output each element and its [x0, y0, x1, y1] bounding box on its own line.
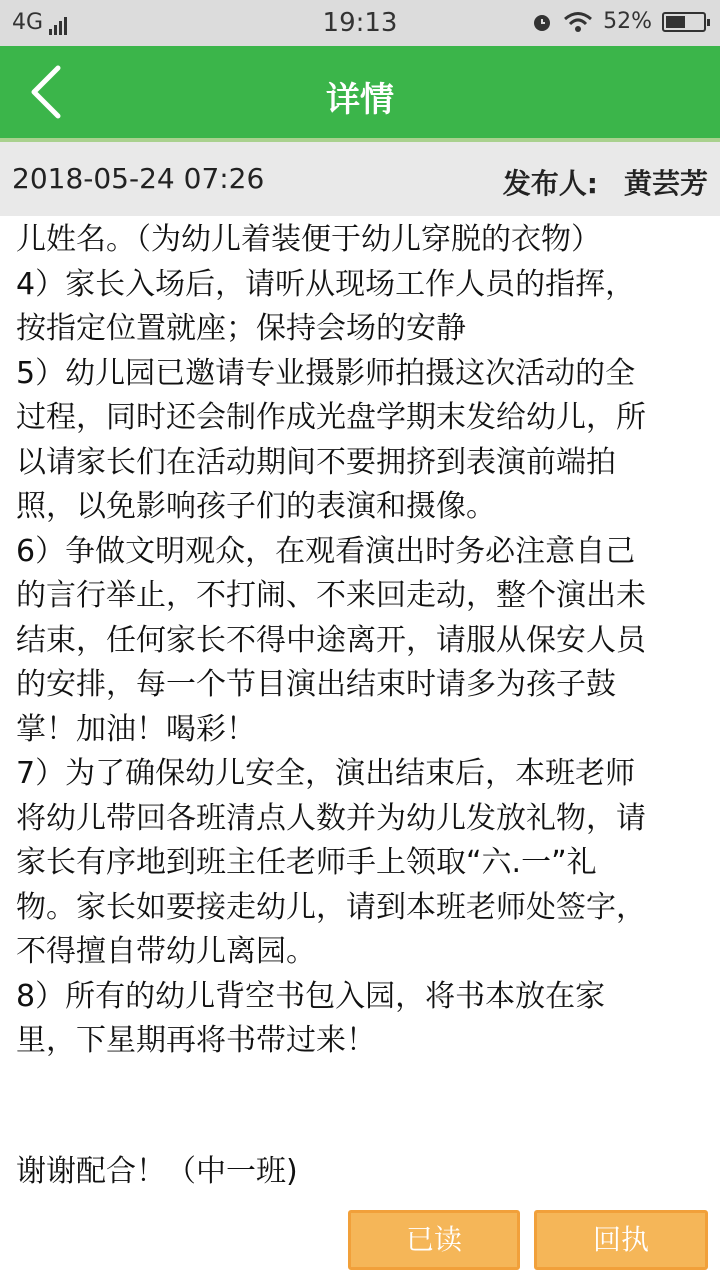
content-line: 将幼儿带回各班清点人数并为幼儿发放礼物，请: [16, 800, 646, 836]
content-line: 过程，同时还会制作成光盘学期末发给幼儿，所: [16, 400, 646, 435]
content-line: 5）幼儿园已邀请专业摄影师拍摄这次活动的全: [16, 355, 636, 391]
content-line: 的言行举止，不打闹、不来回走动，整个演出未: [16, 578, 646, 613]
publisher-name: 黄芸芳: [623, 167, 708, 200]
page-title: 详情: [326, 80, 394, 120]
post-meta: [0, 142, 720, 216]
post-date: 2018-05-24 07:26: [12, 162, 265, 195]
content-line: 结束，任何家长不得中途离开，请服从保安人员: [16, 622, 646, 658]
status-bar: [0, 0, 720, 46]
publisher-label: 发布人:: [502, 167, 598, 200]
content-line: 不得擅自带幼儿离园。: [16, 934, 316, 969]
read-button[interactable]: 已读: [348, 1210, 520, 1270]
battery-icon: [662, 12, 706, 32]
content-line: 7）为了确保幼儿安全，演出结束后，本班老师: [16, 756, 636, 791]
status-time: 19:13: [322, 8, 398, 38]
content-line: 照，以免影响孩子们的表演和摄像。: [16, 489, 496, 524]
content-line: 按指定位置就座；保持会场的安静: [16, 311, 466, 346]
content-line: 8）所有的幼儿背空书包入园，将书本放在家: [16, 978, 606, 1014]
wifi-icon: [563, 11, 593, 33]
content-line: 家长有序地到班主任老师手上领取“六.一”礼: [16, 845, 597, 880]
content-line: 4）家长入场后，请听从现场工作人员的指挥，: [16, 266, 636, 302]
publisher: [503, 162, 708, 202]
content-line: 里，下星期再将书带过来！: [16, 1023, 376, 1058]
content-line: 掌！加油！喝彩！: [16, 711, 256, 747]
content-line: 物。家长如要接走幼儿，请到本班老师处签字，: [16, 889, 646, 925]
content-line: 以请家长们在活动期间不要拥挤到表演前端拍: [16, 444, 616, 480]
content-line: 的安排，每一个节目演出结束时请多为孩子鼓: [16, 667, 616, 702]
thanks-note: 谢谢配合！（中一班): [16, 1154, 298, 1189]
status-icons: [531, 9, 706, 34]
battery-percent: 52%: [603, 9, 652, 34]
app-header: [0, 46, 720, 142]
content-line: 6）争做文明观众，在观看演出时务必注意自己: [16, 533, 636, 569]
receipt-button[interactable]: 回执: [534, 1210, 708, 1270]
alarm-icon: [531, 11, 553, 33]
notice-content: [16, 218, 706, 1064]
network-type: 4G: [12, 10, 44, 35]
content-line: 儿姓名。（为幼儿着装便于幼儿穿脱的衣物）: [16, 222, 601, 257]
